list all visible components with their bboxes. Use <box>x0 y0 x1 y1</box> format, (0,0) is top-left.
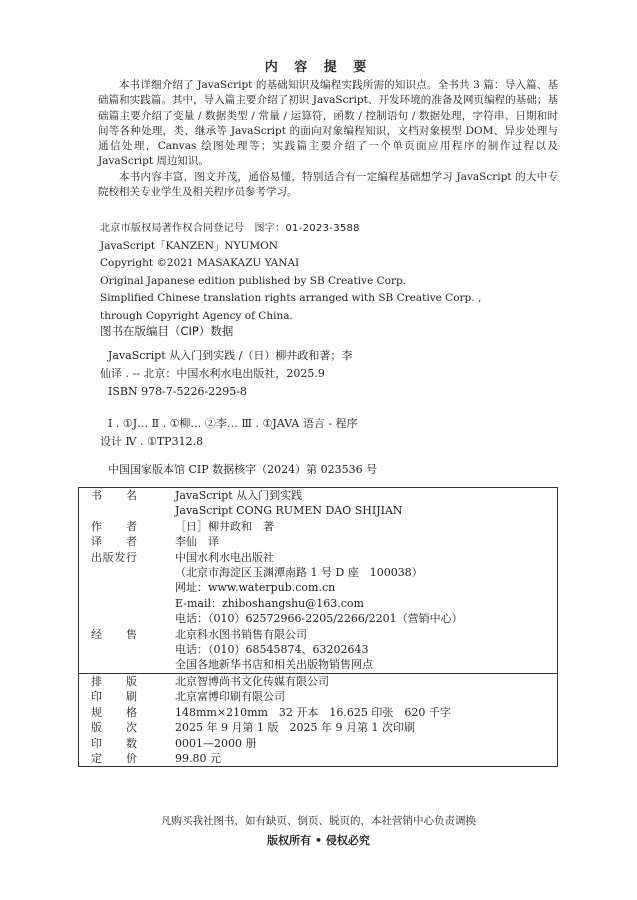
table-row-distributor <box>79 627 558 674</box>
book-title-value: JavaScript 从入门到实践 <box>175 489 303 502</box>
table-row-price <box>79 751 558 767</box>
book-title-label: 书 名 <box>91 489 137 502</box>
publication-info-table <box>78 487 558 767</box>
summary-paragraph-2: 本书内容丰富，图文并茂，通俗易懂，特别适合有一定编程基础想学习 JavaScript 的大中专院校相关专业学生及相关程序员参考学习。 <box>98 170 558 199</box>
table-row-publisher <box>79 550 558 627</box>
publisher-phone: 电话：（010）62572966-2205/2266/2201（营销中心） <box>175 612 463 626</box>
publisher-website: 网址：www.waterpub.com.cn <box>175 581 336 595</box>
typeset-value: 北京智博尚书文化传媒有限公司 <box>175 674 329 688</box>
copyright-agency: through Copyright Agency of China. <box>100 309 293 322</box>
translator-value: 李仙 译 <box>175 535 219 549</box>
rights-statement: 版权所有 • 侵权必究 <box>267 834 370 847</box>
cip-line-2: 仙译 . -- 北京：中国水利水电出版社，2025.9 <box>100 367 325 380</box>
publisher-label: 出版发行 <box>91 550 137 564</box>
spec-label: 规 格 <box>91 705 137 719</box>
table-row-spec <box>79 705 558 720</box>
print-label: 印 刷 <box>91 690 137 704</box>
book-title-pinyin: JavaScript CONG RUMEN DAO SHIJIAN <box>175 504 403 518</box>
distributor-phone: 电话：（010）68545874、63202643 <box>175 643 369 657</box>
copyright-block <box>100 220 540 326</box>
edition-label: 版 次 <box>91 721 137 735</box>
cip-isbn: ISBN 978-7-5226-2295-8 <box>108 385 247 398</box>
author-value: ［日］柳井政和 著 <box>175 519 274 533</box>
price-value: 99.80 元 <box>175 751 221 765</box>
publisher-name: 中国水利水电出版社 <box>175 550 274 564</box>
page-title: 内 容 提 要 <box>264 60 373 75</box>
translation-rights: Simplified Chinese translation rights arranged with SB Creative Corp. , <box>100 292 482 305</box>
cip-national-record: 中国国家版本馆 CIP 数据核字（2024）第 023536 号 <box>108 463 378 476</box>
translator-label: 译 者 <box>91 535 137 549</box>
cip-header: 图书在版编目（CIP）数据 <box>100 324 234 338</box>
table-row-edition <box>79 720 558 735</box>
table-row-typeset <box>79 673 558 689</box>
distributor-label: 经 售 <box>91 627 137 641</box>
cip-classification-2: 设计 Ⅳ . ①TP312.8 <box>100 435 204 448</box>
copies-value: 0001—2000 册 <box>175 736 257 750</box>
table-row-print <box>79 689 558 704</box>
publisher-address: （北京市海淀区玉渊潭南路 1 号 D 座 100038） <box>175 566 423 580</box>
summary-paragraph-1: 本书详细介绍了 JavaScript 的基础知识及编程实践所需的知识点。全书共 3 篇：导入篇、基础篇和实践篇。其中，导入篇主要介绍了初识 JavaScript、开发环境的准备及网页编程的基础；基础篇主要介绍了变量 / 数据类型 / 常量 / 运算符，函数 / 控制语句 / 数据处理，字符串、日期和时间等各种处理，类、继承等 JavaScript 的面向对象编程知识，文档对象模型 DOM、异步处理与通信处理，Canvas 绘图处理等；实践篇主要介绍了一个单页面应用程序的制作过程以及 JavaScript 周边知识。 <box>98 79 558 168</box>
distributor-network: 全国各地新华书店和相关出版物销售网点 <box>175 658 373 672</box>
author-label: 作 者 <box>91 519 137 533</box>
copyright-line: Copyright ©2021 MASAKAZU YANAI <box>100 257 300 270</box>
original-title: JavaScript「KANZEN」NYUMON <box>100 239 278 252</box>
spec-value: 148mm×210mm 32 开本 16.625 印张 620 千字 <box>175 705 451 719</box>
replacement-notice: 凡购买我社图书，如有缺页、倒页、脱页的，本社营销中心负责调换 <box>161 815 476 827</box>
table-row-translator <box>79 534 558 549</box>
distributor-name: 北京科水图书销售有限公司 <box>175 627 307 641</box>
cip-classification-1: Ⅰ . ①J… Ⅱ . ①柳… ②李… Ⅲ . ①JAVA 语言 - 程序 <box>108 417 358 430</box>
copies-label: 印 数 <box>91 736 137 750</box>
cip-line-1: JavaScript 从入门到实践 /（日）柳井政和著；李 <box>108 349 353 362</box>
edition-value: 2025 年 9 月第 1 版 2025 年 9 月第 1 次印刷 <box>175 721 415 735</box>
price-label: 定 价 <box>91 751 137 765</box>
print-value: 北京富博印刷有限公司 <box>175 690 285 704</box>
table-row-copies <box>79 736 558 751</box>
table-row-book <box>79 488 558 519</box>
table-row-author <box>79 519 558 534</box>
typeset-label: 排 版 <box>91 674 137 688</box>
publisher-email: E-mail：zhiboshangshu@163.com <box>175 596 364 610</box>
original-edition: Original Japanese edition published by SB Creative Corp. <box>100 274 407 287</box>
copyright-registration: 北京市版权局著作权合同登记号 图字：01-2023-3588 <box>100 223 360 234</box>
content-summary <box>98 78 558 200</box>
cip-block <box>100 347 520 479</box>
